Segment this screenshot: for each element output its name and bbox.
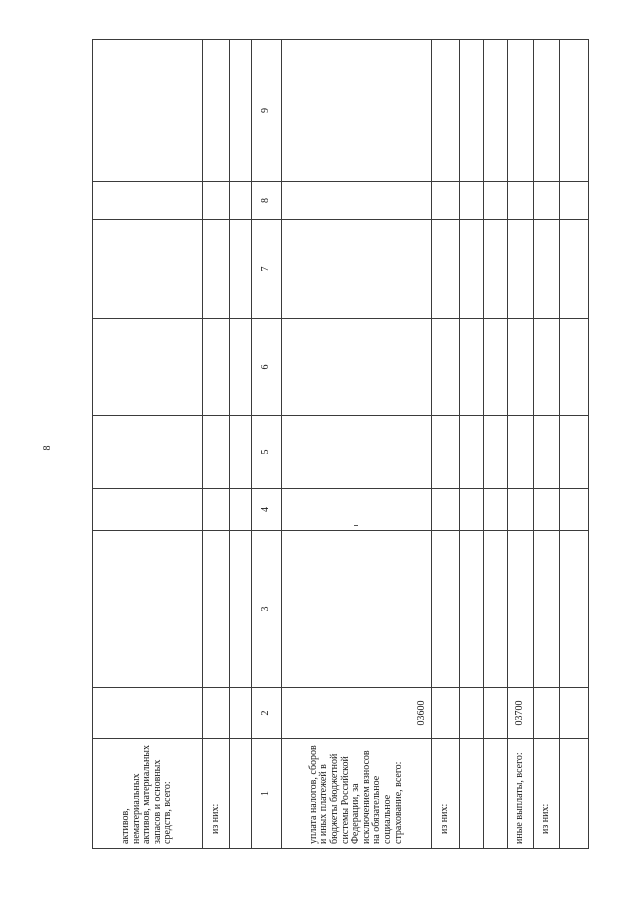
table-cell (432, 40, 460, 182)
table-cell (560, 489, 589, 531)
financial-plan-table (92, 39, 589, 849)
table-row (230, 40, 252, 849)
table-cell (484, 182, 508, 220)
table-row (460, 40, 484, 849)
table-cell (460, 531, 484, 688)
column-number: 3 (252, 531, 282, 688)
row-label: из них: (534, 739, 560, 849)
table-cell (560, 40, 589, 182)
table-cell (508, 489, 534, 531)
row-code: 03700 (508, 688, 534, 739)
table-cell (432, 319, 460, 416)
row-label: уплата налогов, сборов и иных платежей в бюджеты бюджетной системы Российской Федерации, за исключением взносов на обязательное социальное страхование, всего: (282, 739, 432, 849)
table-cell (534, 319, 560, 416)
table-cell (534, 416, 560, 489)
table-cell (93, 182, 203, 220)
column-number: 2 (252, 688, 282, 739)
row-code (460, 688, 484, 739)
row-label (484, 739, 508, 849)
table-row (484, 40, 508, 849)
table-cell (93, 319, 203, 416)
table-cell (203, 220, 230, 319)
table-cell (560, 220, 589, 319)
table-cell (203, 489, 230, 531)
table-cell (230, 531, 252, 688)
table-cell (282, 182, 432, 220)
rotated-table-wrapper (92, 40, 588, 849)
row-label (460, 739, 484, 849)
table-cell (203, 531, 230, 688)
table-cell (282, 220, 432, 319)
table-cell (230, 489, 252, 531)
table-cell (508, 319, 534, 416)
table-cell (534, 531, 560, 688)
row-code: 03600 (282, 688, 432, 739)
table-cell (508, 220, 534, 319)
table-cell (484, 489, 508, 531)
table-cell (230, 319, 252, 416)
table-row (203, 40, 230, 849)
row-code (203, 688, 230, 739)
table-cell (93, 40, 203, 182)
table-row (508, 40, 534, 849)
table-cell (560, 531, 589, 688)
table-cell (508, 531, 534, 688)
table-cell (484, 40, 508, 182)
table-cell (484, 220, 508, 319)
row-code (484, 688, 508, 739)
row-code (432, 688, 460, 739)
row-label: из них: (203, 739, 230, 849)
table-cell (460, 416, 484, 489)
table-cell (203, 182, 230, 220)
table-cell (230, 416, 252, 489)
row-label: активов, нематериальных активов, материальных запасов и основных средств, всего: (93, 739, 203, 849)
table-cell (508, 182, 534, 220)
table-cell (560, 319, 589, 416)
table-cell (460, 40, 484, 182)
table-cell (203, 319, 230, 416)
table-cell (282, 416, 432, 489)
column-number: 5 (252, 416, 282, 489)
table-cell (560, 416, 589, 489)
table-cell (282, 319, 432, 416)
row-code (560, 688, 589, 739)
table-cell (534, 220, 560, 319)
column-number: 1 (252, 739, 282, 849)
column-number: 4 (252, 489, 282, 531)
column-number: 8 (252, 182, 282, 220)
page-number: 8 (42, 445, 53, 451)
table-cell (560, 182, 589, 220)
table-cell (508, 416, 534, 489)
table-row (93, 40, 203, 849)
column-number: 9 (252, 40, 282, 182)
table-cell (432, 416, 460, 489)
table-cell (230, 182, 252, 220)
row-label (230, 739, 252, 849)
table-row (282, 40, 432, 849)
table-cell (282, 489, 432, 531)
table-cell (93, 416, 203, 489)
table-cell (203, 40, 230, 182)
table-cell (432, 489, 460, 531)
column-number-row (252, 40, 282, 849)
table-cell (93, 220, 203, 319)
table-cell (93, 489, 203, 531)
table-cell (534, 182, 560, 220)
row-code (534, 688, 560, 739)
table-cell (432, 182, 460, 220)
table-row (560, 40, 589, 849)
table-cell (282, 531, 432, 688)
table-cell (534, 40, 560, 182)
column-number: 7 (252, 220, 282, 319)
table-cell (484, 416, 508, 489)
table-cell (432, 220, 460, 319)
table-cell (460, 220, 484, 319)
table-cell (93, 531, 203, 688)
table-row (534, 40, 560, 849)
dash-mark (354, 525, 358, 526)
row-code (230, 688, 252, 739)
table-cell (230, 40, 252, 182)
table-cell (460, 319, 484, 416)
table-cell (432, 531, 460, 688)
table-cell (534, 489, 560, 531)
table-cell (460, 489, 484, 531)
table-cell (484, 531, 508, 688)
table-cell (460, 182, 484, 220)
table-cell (282, 40, 432, 182)
table-cell (508, 40, 534, 182)
table-row (432, 40, 460, 849)
table-cell (203, 416, 230, 489)
row-label (560, 739, 589, 849)
table-cell (484, 319, 508, 416)
row-label: иные выплаты, всего: (508, 739, 534, 849)
row-code (93, 688, 203, 739)
row-label: из них: (432, 739, 460, 849)
column-number: 6 (252, 319, 282, 416)
table-cell (230, 220, 252, 319)
